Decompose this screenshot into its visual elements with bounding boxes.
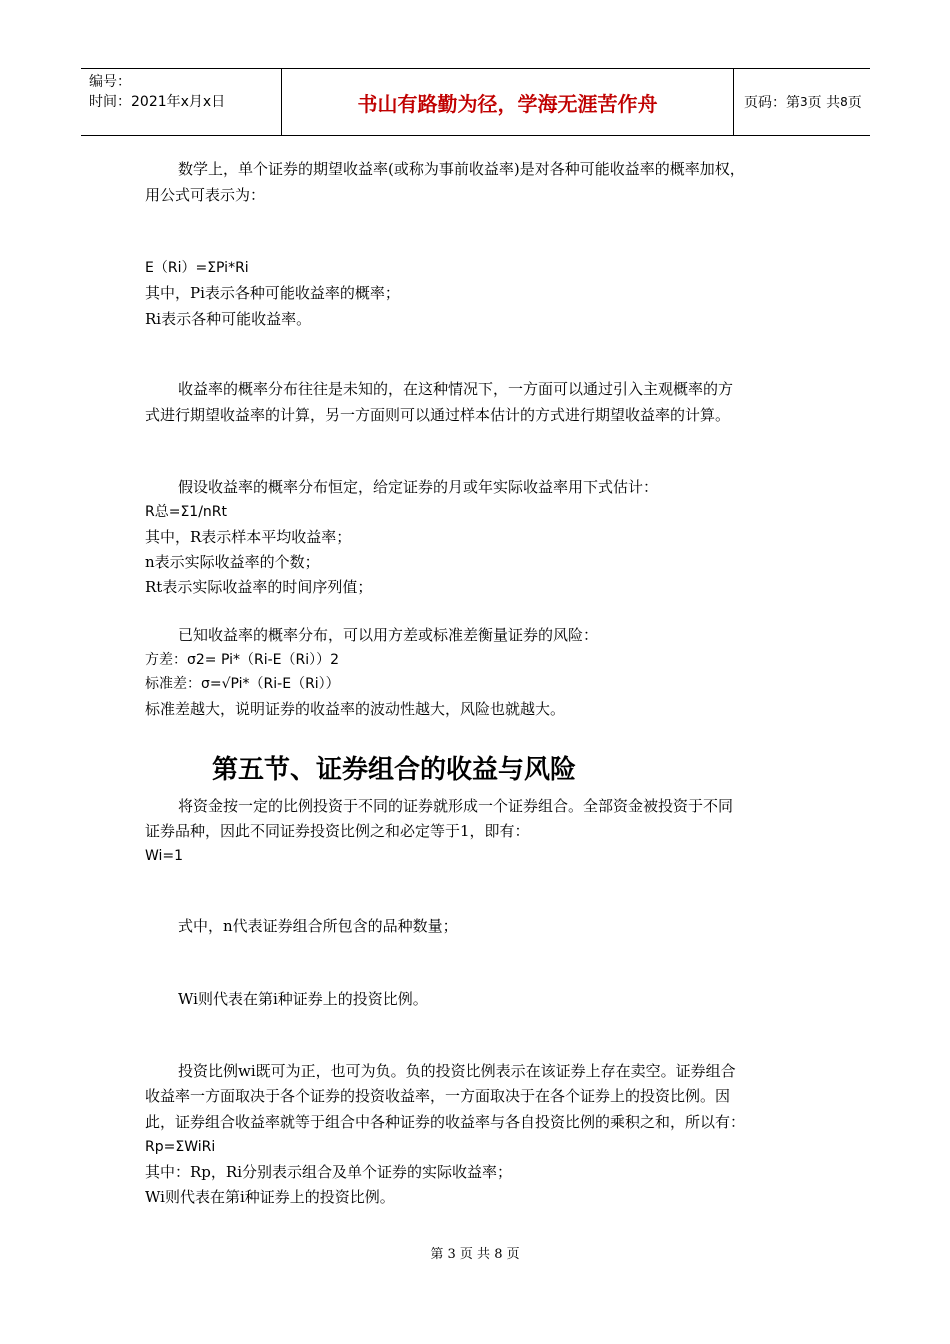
paragraph-line: 将资金按一定的比例投资于不同的证券就形成一个证券组合。全部资金被投资于不同 bbox=[178, 797, 734, 815]
formula-std-dev: 标准差：σ=√Pi*（Ri-E（Ri）） bbox=[145, 676, 340, 692]
formula-weights-sum: Wi=1 bbox=[145, 848, 184, 864]
formula-sample-mean: R总=Σ1/nRt bbox=[145, 504, 228, 520]
header-page-mid: 页 共 bbox=[807, 95, 841, 111]
header-page-suffix: 页 bbox=[847, 95, 862, 111]
page-footer: 第 3 页 共 8 页 bbox=[430, 1247, 520, 1262]
formula-note: n表示实际收益率的个数； bbox=[145, 553, 320, 571]
paragraph-line: Wi则代表在第i种证券上的投资比例。 bbox=[178, 990, 428, 1008]
paragraph-line: 已知收益率的概率分布，可以用方差或标准差衡量证券的风险： bbox=[178, 626, 599, 644]
header-meta bbox=[81, 69, 282, 135]
formula-portfolio-return: Rp=ΣWiRi bbox=[145, 1139, 216, 1155]
header-number: 编号： bbox=[89, 74, 131, 90]
paragraph-line: 此，证券组合收益率就等于组合中各种证券的收益率与各自投资比例的乘积之和，所以有： bbox=[145, 1113, 746, 1131]
paragraph-line: 证券品种，因此不同证券投资比例之和必定等于1，即有： bbox=[145, 822, 530, 840]
formula-note: 其中，Pi表示各种可能收益率的概率； bbox=[145, 284, 400, 302]
paragraph-line: 收益率的概率分布往往是未知的，在这种情况下，一方面可以通过引入主观概率的方 bbox=[178, 380, 734, 398]
paragraph-line: 收益率一方面取决于各个证券的投资收益率，一方面取决于在各个证券上的投资比例。因 bbox=[145, 1087, 731, 1105]
formula-note: Ri表示各种可能收益率。 bbox=[145, 310, 312, 328]
paragraph-line: 用公式可表示为： bbox=[145, 186, 266, 204]
formula-note: 其中：Rp，Ri分别表示组合及单个证券的实际收益率； bbox=[145, 1163, 512, 1181]
paragraph-line: 假设收益率的概率分布恒定，给定证券的月或年实际收益率用下式估计： bbox=[178, 478, 659, 496]
formula-note: Wi则代表在第i种证券上的投资比例。 bbox=[145, 1188, 395, 1206]
header-page-total: 8 bbox=[840, 95, 848, 109]
formula-variance: 方差：σ2= Pi*（Ri-E（Ri））2 bbox=[145, 652, 340, 668]
paragraph-line: 式进行期望收益率的计算，另一方面则可以通过样本估计的方式进行期望收益率的计算。 bbox=[145, 406, 731, 424]
paragraph-line: 数学上，单个证券的期望收益率(或称为事前收益率)是对各种可能收益率的概率加权， bbox=[178, 160, 745, 178]
paragraph-line: 投资比例wi既可为正，也可为负。负的投资比例表示在该证券上存在卖空。证券组合 bbox=[178, 1062, 736, 1080]
paragraph-line: 式中，n代表证券组合所包含的品种数量； bbox=[178, 917, 458, 935]
formula-expected-return: E（Ri）=ΣPi*Ri bbox=[145, 260, 249, 276]
header-page-prefix: 页码：第 bbox=[744, 95, 800, 111]
page-header bbox=[81, 68, 870, 136]
paragraph-line: 标准差越大，说明证券的收益率的波动性越大，风险也就越大。 bbox=[145, 700, 566, 718]
header-date: 时间：2021年x月x日 bbox=[89, 94, 226, 110]
header-page-info bbox=[734, 69, 870, 135]
header-page-num: 3 bbox=[800, 95, 808, 109]
formula-note: Rt表示实际收益率的时间序列值； bbox=[145, 578, 373, 596]
section-heading: 第五节、证券组合的收益与风险 bbox=[212, 755, 577, 785]
header-motto: 书山有路勤为径，学海无涯苦作舟 bbox=[282, 69, 734, 135]
formula-note: 其中，R表示样本平均收益率； bbox=[145, 528, 352, 546]
